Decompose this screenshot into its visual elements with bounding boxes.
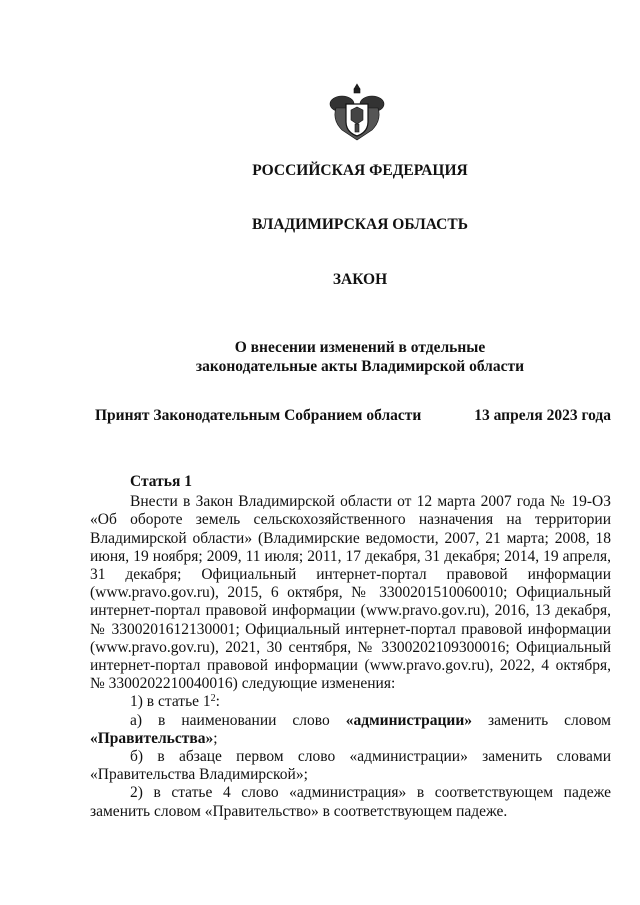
law-subject bbox=[90, 338, 630, 376]
item-a-new: «Правительства» bbox=[90, 729, 214, 747]
article-title: Статья 1 bbox=[130, 473, 192, 490]
article-intro: Внести в Закон Владимирской области от 12 марта 2007 года № 19-ОЗ «Об обороте земель сельскохозяйственного назначения на территории Владимирской области» (Владимирские ведомости, 2007, 21 марта; 2008, 18 июня, 19 ноября; 2009, 11 июля; 2011, 17 декабря, 31 декабря; 2014, 19 апреля, 31 декабря; Официальный интернет-портал правовой информации (www.pravo.gov.ru), 2015, 6 октября, № 3300201510060010; Официальный интернет-портал правовой информации (www.pravo.gov.ru), 2016, 13 декабря, № 3300201612130001; Официальный интернет-портал правовой информации (www.pravo.gov.ru), 2021, 30 сентября, № 3300202109300016; Официальный интернет-портал правовой информации (www.pravo.gov.ru), 2022, 4 октября, № 3300202210040016) следующие изменения: bbox=[90, 493, 611, 693]
article-body bbox=[90, 473, 611, 821]
item-1-sup: 2 bbox=[210, 693, 216, 705]
item-a bbox=[90, 712, 611, 748]
country-heading: РОССИЙСКАЯ ФЕДЕРАЦИЯ bbox=[252, 162, 468, 179]
item-a-pre: а) в наименовании слово bbox=[130, 711, 346, 729]
coat-of-arms-icon bbox=[326, 82, 388, 144]
doc-type-heading: ЗАКОН bbox=[332, 271, 388, 288]
accepted-date: 13 апреля 2023 года bbox=[474, 407, 611, 424]
item-1-suffix: : bbox=[215, 693, 220, 711]
item-b: б) в абзаце первом слово «администрации» заменить словами «Правительства Владимирской»; bbox=[90, 748, 611, 784]
item-1 bbox=[90, 693, 611, 711]
region-heading: ВЛАДИМИРСКАЯ ОБЛАСТЬ bbox=[252, 216, 468, 233]
accepted-by: Принят Законодательным Собранием области bbox=[95, 407, 422, 424]
item-2: 2) в статье 4 слово «администрация» в соответствующем падеже заменить словом «Правительство» в соответствующем падеже. bbox=[90, 784, 611, 820]
item-a-mid: заменить словом bbox=[472, 711, 611, 729]
item-a-end: ; bbox=[213, 729, 218, 747]
item-a-word: «администрации» bbox=[345, 711, 473, 729]
subject-line-1: О внесении изменений в отдельные bbox=[234, 339, 486, 356]
acceptance-line bbox=[95, 407, 611, 425]
subject-line-2: законодательные акты Владимирской области bbox=[195, 358, 525, 375]
item-1-prefix: 1) в статье 1 bbox=[130, 693, 211, 711]
